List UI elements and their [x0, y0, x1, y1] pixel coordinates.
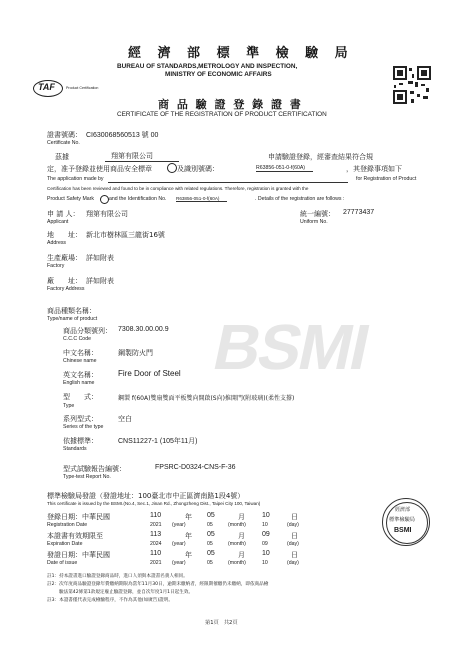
- exp-year-zh: 年: [185, 532, 192, 540]
- chinese-name-en: Chinese name: [63, 358, 97, 364]
- reg-day-en-label: (day): [287, 522, 299, 528]
- issuer-label: 標準檢驗局發證（發證地址：100臺北市中正區濟南路1段4號）: [47, 492, 245, 500]
- factory-en: Factory: [47, 263, 65, 269]
- note-2a: 註2：次年度商品驗證登錄年費繳納期限為當年11月30日，逾期未繳納者，經限期催繳仍未繳納，即依商品檢: [47, 582, 269, 587]
- standard-label: 依據標準：: [63, 437, 98, 445]
- intro-en-blank: [108, 182, 348, 183]
- intro-line2: 定，准予登錄並使用商品安全標章: [47, 165, 152, 173]
- applicant-en: Applicant: [47, 219, 69, 225]
- ccc-label: 商品分類號列：: [63, 327, 112, 335]
- cert-number-en: Certificate No.: [47, 140, 80, 146]
- ccc-en: C.C.C Code: [63, 336, 91, 342]
- bureau-title-en-1: BUREAU OF STANDARDS,METROLOGY AND INSPECTION,: [117, 63, 298, 70]
- english-name-value: Fire Door of Steel: [118, 369, 181, 378]
- report-value: FPSRC-D0324-CNS-F-36: [155, 464, 236, 471]
- uniform-value: 27773437: [343, 209, 375, 216]
- issue-month-en-label: (month): [228, 560, 246, 566]
- exp-day-zh: 日: [291, 532, 298, 540]
- issue-date-en: Date of issue: [47, 560, 78, 566]
- seal-top: 經濟部: [395, 507, 411, 513]
- exp-year-en: 2024: [150, 541, 162, 547]
- seal-mid: 標準檢驗局: [389, 517, 415, 523]
- cert-number-value: CI630068560513 號 00: [86, 132, 159, 139]
- reg-day: 10: [262, 512, 270, 519]
- ccc-value: 7308.30.00.00.9: [118, 326, 169, 333]
- intro-lead: 茲據: [55, 153, 69, 161]
- reg-month-en-label: (month): [228, 522, 246, 528]
- page-indicator: 第1頁 共2頁: [205, 620, 238, 626]
- uniform-label: 統一編號：: [300, 210, 335, 218]
- cert-title-en: CERTIFICATE OF THE REGISTRATION OF PRODUCT CERTIFICATION: [117, 111, 327, 118]
- bureau-title-zh: 經 濟 部 標 準 檢 驗 局: [128, 46, 354, 61]
- safety-mark-icon: [167, 163, 177, 173]
- factory-value: 詳如附表: [86, 254, 114, 262]
- reg-date-label: 登錄日期：中華民國: [47, 513, 110, 521]
- reg-day-en: 10: [262, 522, 268, 528]
- bureau-title-en-2: MINISTRY OF ECONOMIC AFFAIRS: [165, 71, 272, 78]
- reg-year-en: 2021: [150, 522, 162, 528]
- intro-en-3a: Product Safety Mark: [47, 196, 94, 202]
- chinese-name-label: 中文名稱：: [63, 349, 98, 357]
- issue-year-en-label: (year): [172, 560, 186, 566]
- issue-month-zh: 月: [238, 551, 245, 559]
- factory-address-label: 廠 址：: [47, 277, 82, 285]
- issuer-en: This certificate is issued by the BSMI.(No.4, Sec.1, Jinan Rd., Zhongzheng Dist., Taipei City 100, Taiwan): [47, 501, 261, 506]
- exp-day-en: 09: [262, 541, 268, 547]
- seal-bottom: BSMI: [394, 527, 412, 534]
- reg-month: 05: [207, 512, 215, 519]
- report-en: Type-test Report No.: [63, 474, 111, 480]
- intro-en-1a: The application made by: [47, 176, 104, 182]
- exp-day-en-label: (day): [287, 541, 299, 547]
- series-value: 空白: [118, 415, 132, 423]
- exp-date-en: Expiration Date: [47, 541, 83, 547]
- issue-year-en: 2021: [150, 560, 162, 566]
- intro-en-1b: for Registration of Product: [356, 176, 417, 182]
- taf-sub: Product Certification: [66, 86, 99, 90]
- address-value: 新北市樹林區三龍街16號: [86, 231, 165, 239]
- reg-day-zh: 日: [291, 513, 298, 521]
- exp-month-en: 05: [207, 541, 213, 547]
- issue-day: 10: [262, 550, 270, 557]
- factory-address-en: Factory Address: [47, 286, 85, 292]
- series-label: 系列型式：: [63, 415, 98, 423]
- applicant-value: 翔第有限公司: [86, 210, 128, 218]
- issue-year: 110: [150, 550, 162, 557]
- exp-year-en-label: (year): [172, 541, 186, 547]
- intro-line2-b: 及識別號碼：: [177, 165, 219, 173]
- issue-month: 05: [207, 550, 215, 557]
- standard-en: Standards: [63, 446, 87, 452]
- intro-en-3c: . Details of the registration are follows :: [255, 196, 345, 202]
- note-3: 註3：本證書僅代表完成檢驗程序，不作為其他(如廣告)證明。: [47, 598, 173, 603]
- model-value: 鋼製 f(60A)雙扇雙面平板雙向開啟(S向)推開門(附玻璃)(柔性支撐): [118, 395, 295, 402]
- identification-code: R63856-051-0-f(60A): [256, 165, 313, 172]
- taf-logo-text: TAF: [38, 82, 55, 92]
- english-name-en: English name: [63, 380, 95, 386]
- intro-en-3b: and the Identification No.: [109, 196, 167, 202]
- reg-month-en: 05: [207, 522, 213, 528]
- standard-value: CNS11227-1 (105年11月): [118, 438, 198, 445]
- cert-number-label: 證書號碼：: [47, 131, 82, 139]
- qr-code: [393, 66, 431, 104]
- note-2b: 驗法第42條第1款規定廢止驗證登錄，並自次年度1月1日起生效。: [59, 590, 194, 595]
- issue-year-zh: 年: [185, 551, 192, 559]
- exp-day: 09: [262, 531, 270, 538]
- english-name-label: 英文名稱：: [63, 371, 98, 379]
- exp-month: 05: [207, 531, 215, 538]
- applicant-label: 申 請 人：: [47, 210, 80, 218]
- identification-code-en: R63856-051-0-f(60A): [176, 196, 227, 202]
- applicant-company-intro: 翔第有限公司: [105, 151, 179, 162]
- exp-month-en-label: (month): [228, 541, 246, 547]
- cert-title-zh: 商 品 驗 證 登 錄 證 書: [158, 98, 303, 111]
- issue-day-zh: 日: [291, 551, 298, 559]
- chinese-name-value: 鋼製防火門: [118, 349, 153, 357]
- intro-line1-tail: 申請驗證登錄，經審查結果符合規: [268, 153, 373, 161]
- issue-day-en-label: (day): [287, 560, 299, 566]
- report-label: 型式試驗報告編號：: [63, 465, 126, 473]
- intro-line2-tail: ，其登錄事項如下: [346, 165, 402, 173]
- exp-year: 113: [150, 531, 162, 538]
- reg-year-zh: 年: [185, 513, 192, 521]
- safety-mark-icon-en: [100, 195, 109, 204]
- bsmi-watermark: BSMI: [207, 311, 375, 383]
- exp-month-zh: 月: [238, 532, 245, 540]
- exp-date-label: 本證書有效期限至: [47, 532, 103, 540]
- reg-year: 110: [150, 512, 162, 519]
- uniform-en: Uniform No.: [300, 219, 328, 225]
- product-type-en: Type/name of product: [47, 316, 98, 322]
- reg-date-en: Registration Date: [47, 522, 88, 528]
- model-label: 型 式：: [63, 393, 98, 401]
- model-en: Type: [63, 403, 75, 409]
- address-en: Address: [47, 240, 67, 246]
- factory-label: 生產廠場：: [47, 254, 82, 262]
- issue-month-en: 05: [207, 560, 213, 566]
- reg-year-en-label: (year): [172, 522, 186, 528]
- intro-en-2: Certification has been reviewed and found to be in compliance with related regulations. Therefore, registration is granted with the: [47, 186, 309, 191]
- product-type-label: 商品種類名稱：: [47, 307, 96, 315]
- issue-day-en: 10: [262, 560, 268, 566]
- address-label: 地 址：: [47, 231, 82, 239]
- note-1: 註1：持本證書進口驗證登錄商品時，進口人須與本證書名義人相同。: [47, 574, 188, 579]
- factory-address-value: 詳如附表: [86, 277, 114, 285]
- reg-month-zh: 月: [238, 513, 245, 521]
- series-en: Series of the type: [63, 424, 104, 430]
- issue-date-label: 發證日期：中華民國: [47, 551, 110, 559]
